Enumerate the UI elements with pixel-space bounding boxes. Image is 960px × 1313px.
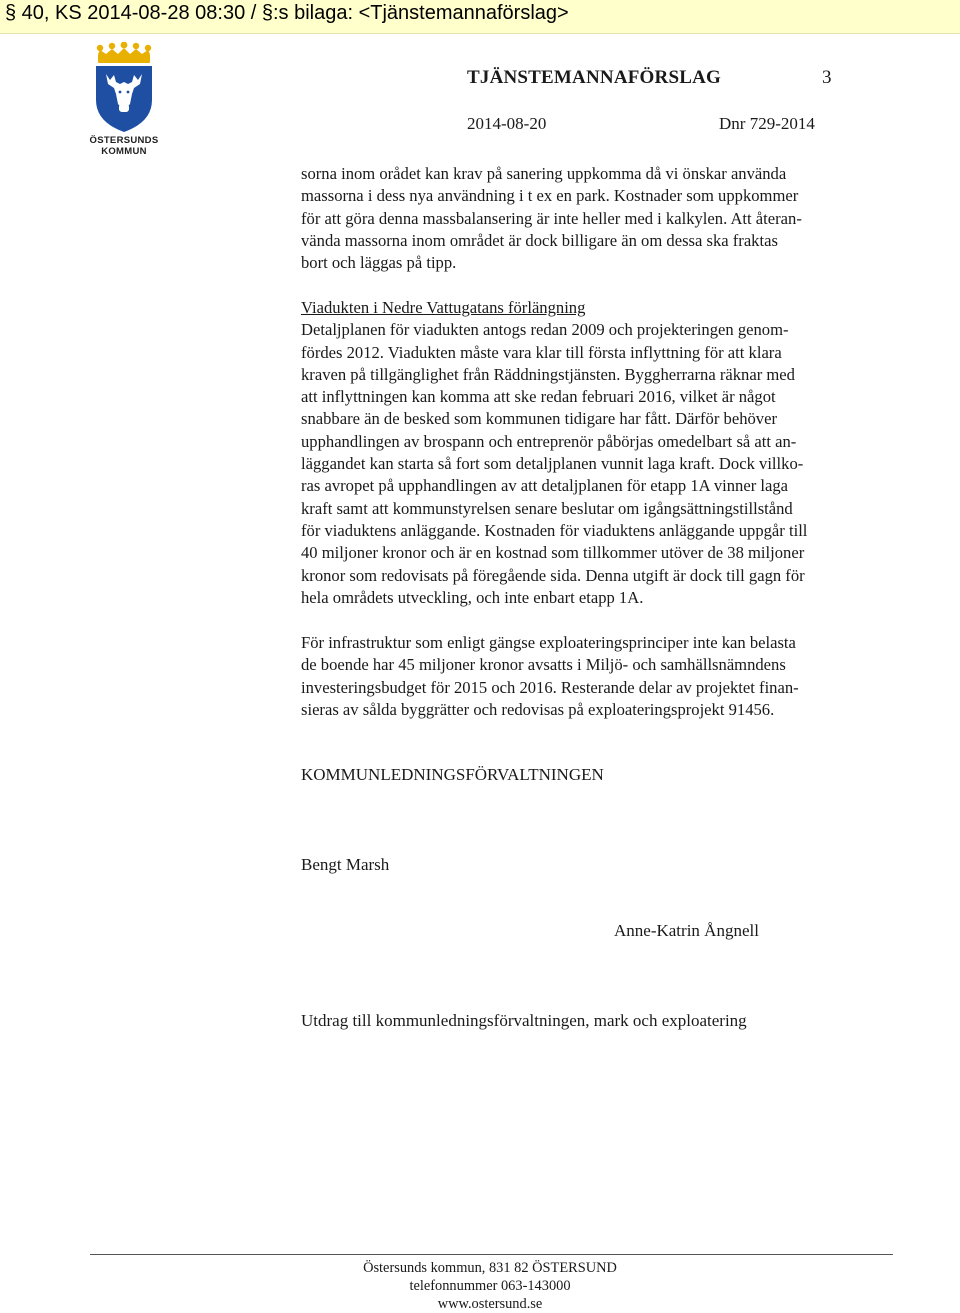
- document-date: 2014-08-20: [467, 114, 547, 133]
- text-line: snabbare än de besked som kommunen tidigare har fått. Därför behöver: [301, 409, 777, 429]
- text-line: investeringsbudget för 2015 och 2016. Resterande delar av projektet finan-: [301, 677, 799, 697]
- text-line: ras avropet på upphandlingen av att detaljplanen för etapp 1A vinner laga: [301, 476, 789, 496]
- text-line: för att göra denna massbalansering är inte heller med i kalkylen. Att återan-: [301, 208, 802, 228]
- department-name: KOMMUNLEDNINGSFÖRVALTNINGEN: [301, 765, 604, 784]
- text-line: fördes 2012. Viadukten måste vara klar till första inflyttning för att klara: [301, 342, 782, 362]
- municipality-logo: [88, 42, 160, 157]
- text-line: kraft samt att kommunstyrelsen senare beslutar om igångsättningstillstånd: [301, 498, 793, 518]
- document-number: Dnr 729-2014: [719, 114, 815, 133]
- banner-text: § 40, KS 2014-08-28 08:30 / §:s bilaga: <Tjänstemannaförslag>: [5, 2, 569, 24]
- logo-text-line2: KOMMUN: [101, 146, 147, 157]
- text-line: bort och läggas på tipp.: [301, 253, 457, 273]
- text-line: sorna inom orådet kan krav på sanering uppkomma då vi önskar använda: [301, 164, 787, 183]
- footer-website-link[interactable]: www.ostersund.se: [437, 1296, 543, 1312]
- text-line: massorna i dess nya användning i t ex en park. Kostnader som uppkommer: [301, 186, 799, 206]
- agenda-banner: [0, 0, 960, 34]
- distribution-note: Utdrag till kommunledningsförvaltningen, mark och exploatering: [301, 1011, 747, 1030]
- section-viaduct: [301, 297, 901, 609]
- text-line: Detaljplanen för viadukten antogs redan 2009 och projekteringen genom-: [301, 320, 789, 340]
- signer-2: Anne-Katrin Ångnell: [614, 921, 759, 940]
- text-line: sieras av sålda byggrätter och redovisas på exploateringsprojekt 91456.: [301, 699, 775, 719]
- signer-1: Bengt Marsh: [301, 855, 390, 874]
- page-number: 3: [822, 67, 832, 88]
- section-heading: Viadukten i Nedre Vattugatans förlängning: [301, 298, 586, 317]
- text-line: kronor som redovisats på föregående sida. Denna utgift är dock till gagn för: [301, 565, 805, 585]
- document-type: TJÄNSTEMANNAFÖRSLAG: [467, 67, 721, 88]
- footer-divider: [90, 1254, 893, 1255]
- footer: [0, 1259, 960, 1313]
- footer-address: Östersunds kommun, 831 82 ÖSTERSUND: [363, 1260, 617, 1276]
- text-line: upphandlingen av brospann och entreprenör påbörjas omedelbart så att an-: [301, 431, 797, 451]
- text-line: vända massorna inom området är dock billigare än om dessa ska fraktas: [301, 230, 778, 250]
- text-line: kraven på tillgänglighet från Räddningstjänsten. Byggherrarna räknar med: [301, 364, 795, 384]
- text-line: 40 miljoner kronor och är en kostnad som tillkommer utöver de 38 miljoner: [301, 543, 805, 563]
- logo-text-line1: ÖSTERSUNDS: [89, 135, 159, 146]
- text-line: de boende har 45 miljoner kronor avsatts i Miljö- och samhällsnämndens: [301, 655, 786, 675]
- footer-phone: telefonnummer 063-143000: [409, 1278, 571, 1294]
- paragraph-1: [301, 163, 901, 274]
- coat-of-arms-icon: [88, 42, 160, 134]
- text-line: att inflyttningen kan komma att ske redan februari 2016, vilket är något: [301, 387, 776, 407]
- text-line: läggandet kan starta så fort som detaljplanen vunnit laga kraft. Dock villko-: [301, 454, 804, 474]
- text-line: för viaduktens anläggande. Kostnaden för viaduktens anläggande uppgår till: [301, 520, 808, 540]
- paragraph-3: [301, 632, 901, 721]
- text-line: hela områdets utveckling, och inte enbart etapp 1A.: [301, 587, 644, 607]
- text-line: För infrastruktur som enligt gängse exploateringsprinciper inte kan belasta: [301, 633, 796, 652]
